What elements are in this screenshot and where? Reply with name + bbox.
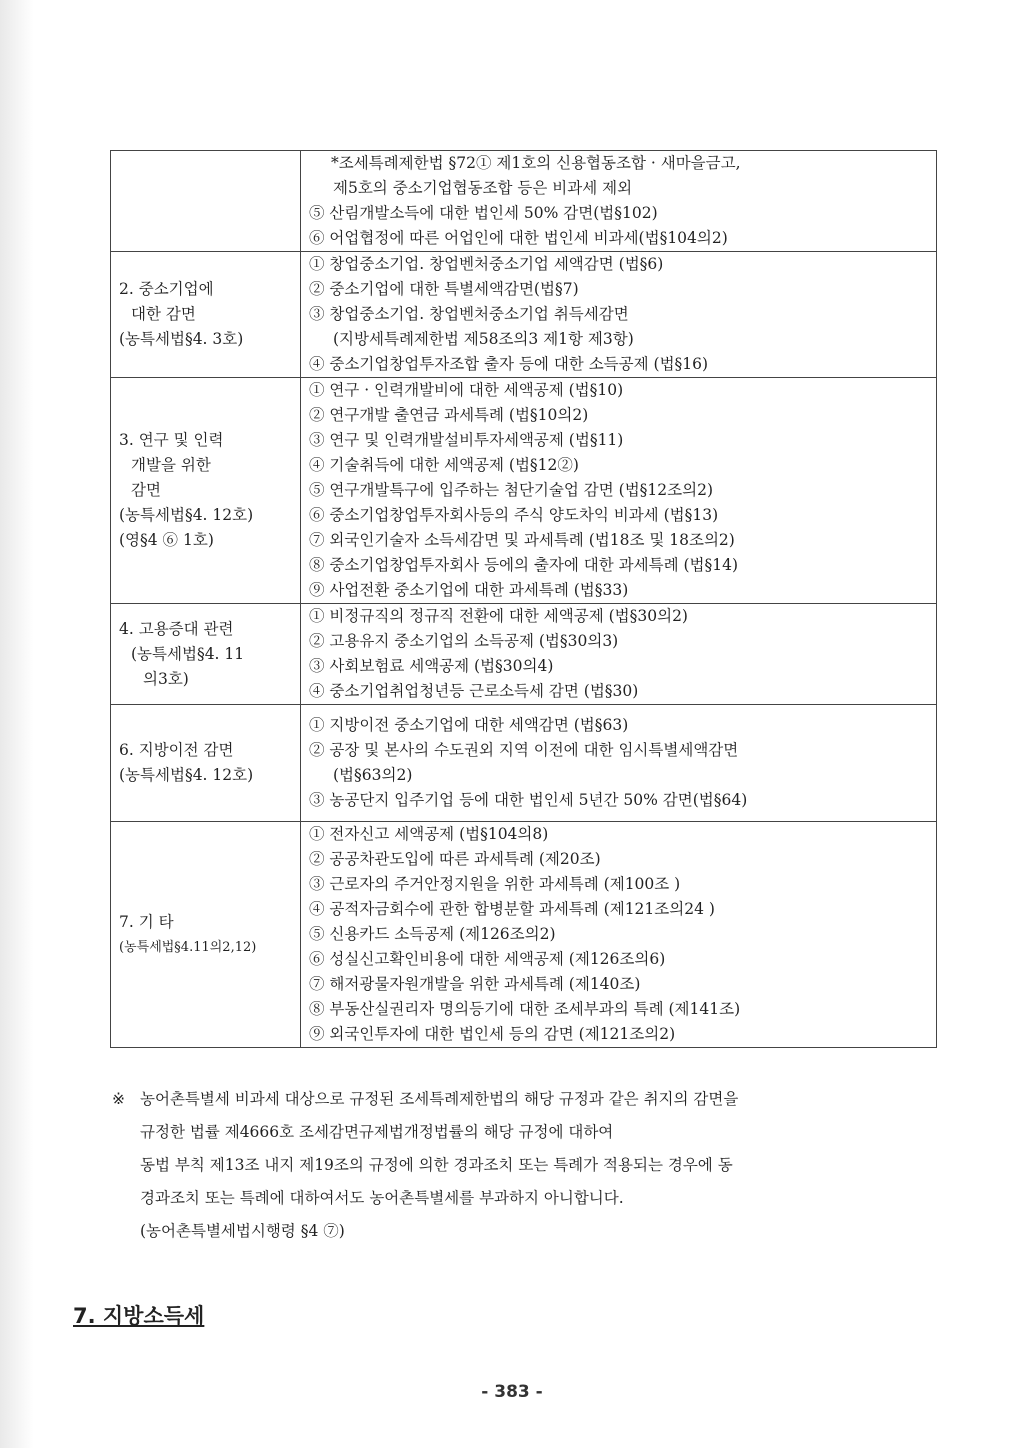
- items-cell: [301, 604, 937, 705]
- category-cell: [111, 705, 301, 822]
- items-cell: [301, 151, 937, 252]
- table-row: [111, 252, 937, 378]
- category-label: (농특세법§4. 3호): [119, 330, 244, 348]
- category-label: (영§4 ⑥ 1호): [119, 531, 214, 549]
- list-item: ③ 농공단지 입주기업 등에 대한 법인세 5년간 50% 감면(법§64): [309, 791, 748, 809]
- list-item: ⑧ 중소기업창업투자회사 등에의 출자에 대한 과세특례 (법§14): [309, 556, 739, 574]
- list-item: ① 전자신고 세액공제 (법§104의8): [309, 825, 549, 843]
- category-label: 개발을 위한: [131, 456, 211, 474]
- list-item: ③ 창업중소기업. 창업벤처중소기업 취득세감면: [309, 305, 629, 323]
- list-item: ② 공공차관도입에 따른 과세특례 (제20조): [309, 850, 601, 868]
- list-item: ① 지방이전 중소기업에 대한 세액감면 (법§63): [309, 716, 629, 734]
- list-item: 제5호의 중소기업협동조합 등은 비과세 제외: [333, 179, 633, 197]
- list-item: ⑧ 부동산실권리자 명의등기에 대한 조세부과의 특례 (제141조): [309, 1000, 741, 1018]
- category-label: 4. 고용증대 관련: [119, 619, 234, 638]
- list-item: ④ 기술취득에 대한 세액공제 (법§12②): [309, 456, 579, 474]
- footnote-line: (농어촌특별세법시행령 §4 ⑦): [140, 1222, 345, 1240]
- category-label: 대한 감면: [131, 305, 196, 323]
- category-cell: [111, 378, 301, 604]
- list-item: ⑨ 외국인투자에 대한 법인세 등의 감면 (제121조의2): [309, 1025, 676, 1043]
- list-item: ③ 근로자의 주거안정지원을 위한 과세특례 (제100조 ): [309, 875, 681, 893]
- category-cell: [111, 252, 301, 378]
- list-item: ⑦ 해저광물자원개발을 위한 과세특례 (제140조): [309, 975, 641, 993]
- list-item: *조세특례제한법 §72① 제1호의 신용협동조합 · 새마을금고,: [331, 154, 741, 172]
- footnote: [112, 1083, 942, 1248]
- category-label: 2. 중소기업에: [119, 280, 214, 298]
- footnote-line: 경과조치 또는 특례에 대하여서도 농어촌특별세를 부과하지 아니합니다.: [140, 1189, 624, 1207]
- list-item: ① 연구 · 인력개발비에 대한 세액공제 (법§10): [309, 381, 624, 399]
- section-heading: 7. 지방소득세: [73, 1304, 205, 1328]
- items-cell: [301, 822, 937, 1048]
- scan-edge-shadow: [0, 0, 34, 1448]
- list-item: (지방세특례제한법 제58조의3 제1항 제3항): [333, 330, 634, 348]
- table-row: [111, 378, 937, 604]
- category-label: (농특세법§4.11의2,12): [119, 939, 257, 955]
- category-label: 감면: [131, 481, 161, 499]
- tax-exemption-table: [110, 150, 937, 1048]
- items-cell: [301, 705, 937, 822]
- list-item: ② 중소기업에 대한 특별세액감면(법§7): [309, 280, 579, 298]
- list-item: ④ 공적자금회수에 관한 합병분할 과세특례 (제121조의24 ): [309, 900, 715, 918]
- list-item: ① 비정규직의 정규직 전환에 대한 세액공제 (법§30의2): [309, 607, 688, 625]
- category-cell: [111, 822, 301, 1048]
- table-row: [111, 604, 937, 705]
- list-item: ⑥ 성실신고확인비용에 대한 세액공제 (제126조의6): [309, 950, 666, 968]
- list-item: ⑤ 산림개발소득에 대한 법인세 50% 감면(법§102): [309, 204, 658, 222]
- list-item: ④ 중소기업취업청년등 근로소득세 감면 (법§30): [309, 682, 639, 700]
- list-item: ⑥ 중소기업창업투자회사등의 주식 양도차익 비과세 (법§13): [309, 506, 719, 524]
- list-item: ⑤ 연구개발특구에 입주하는 첨단기술업 감면 (법§12조의2): [309, 481, 713, 499]
- list-item: ⑤ 신용카드 소득공제 (제126조의2): [309, 925, 556, 943]
- footnote-line: 동법 부칙 제13조 내지 제19조의 규정에 의한 경과조치 또는 특례가 적용되는 경우에 동: [140, 1156, 733, 1174]
- items-cell: [301, 252, 937, 378]
- list-item: ⑥ 어업협정에 따른 어업인에 대한 법인세 비과세(법§104의2): [309, 229, 728, 247]
- list-item: ① 창업중소기업. 창업벤처중소기업 세액감면 (법§6): [309, 255, 664, 273]
- list-item: ② 공장 및 본사의 수도권외 지역 이전에 대한 임시특별세액감면: [309, 741, 739, 759]
- table-row: [111, 822, 937, 1048]
- category-cell: [111, 604, 301, 705]
- category-label: (농특세법§4. 12호): [119, 506, 254, 524]
- list-item: (법§63의2): [333, 766, 413, 784]
- items-cell: [301, 378, 937, 604]
- category-label: (농특세법§4. 12호): [119, 766, 254, 784]
- list-item: ② 고용유지 중소기업의 소득공제 (법§30의3): [309, 632, 619, 650]
- table-row: [111, 151, 937, 252]
- list-item: ② 연구개발 출연금 과세특례 (법§10의2): [309, 406, 589, 424]
- page-number: - 383 -: [481, 1382, 543, 1402]
- category-label: 6. 지방이전 감면: [119, 741, 234, 759]
- list-item: ⑨ 사업전환 중소기업에 대한 과세특례 (법§33): [309, 581, 629, 599]
- table-row: [111, 705, 937, 822]
- list-item: ⑦ 외국인기술자 소득세감면 및 과세특례 (법18조 및 18조의2): [309, 531, 735, 549]
- category-label: 7. 기 타: [119, 912, 174, 931]
- category-label: (농특세법§4. 11: [131, 644, 245, 663]
- category-label: 3. 연구 및 인력: [119, 431, 224, 449]
- list-item: ④ 중소기업창업투자조합 출자 등에 대한 소득공제 (법§16): [309, 355, 709, 373]
- category-cell: [111, 151, 301, 252]
- list-item: ③ 사회보험료 세액공제 (법§30의4): [309, 657, 554, 675]
- footnote-line: [112, 1083, 942, 1116]
- footnote-text: 농어촌특별세 비과세 대상으로 규정된 조세특례제한법의 해당 규정과 같은 취지의 감면을: [140, 1090, 739, 1108]
- footnote-line: 규정한 법률 제4666호 조세감면규제법개정법률의 해당 규정에 대하여: [140, 1123, 614, 1141]
- reference-mark: ※: [112, 1090, 125, 1108]
- list-item: ③ 연구 및 인력개발설비투자세액공제 (법§11): [309, 431, 624, 449]
- category-label: 의3호): [143, 669, 189, 688]
